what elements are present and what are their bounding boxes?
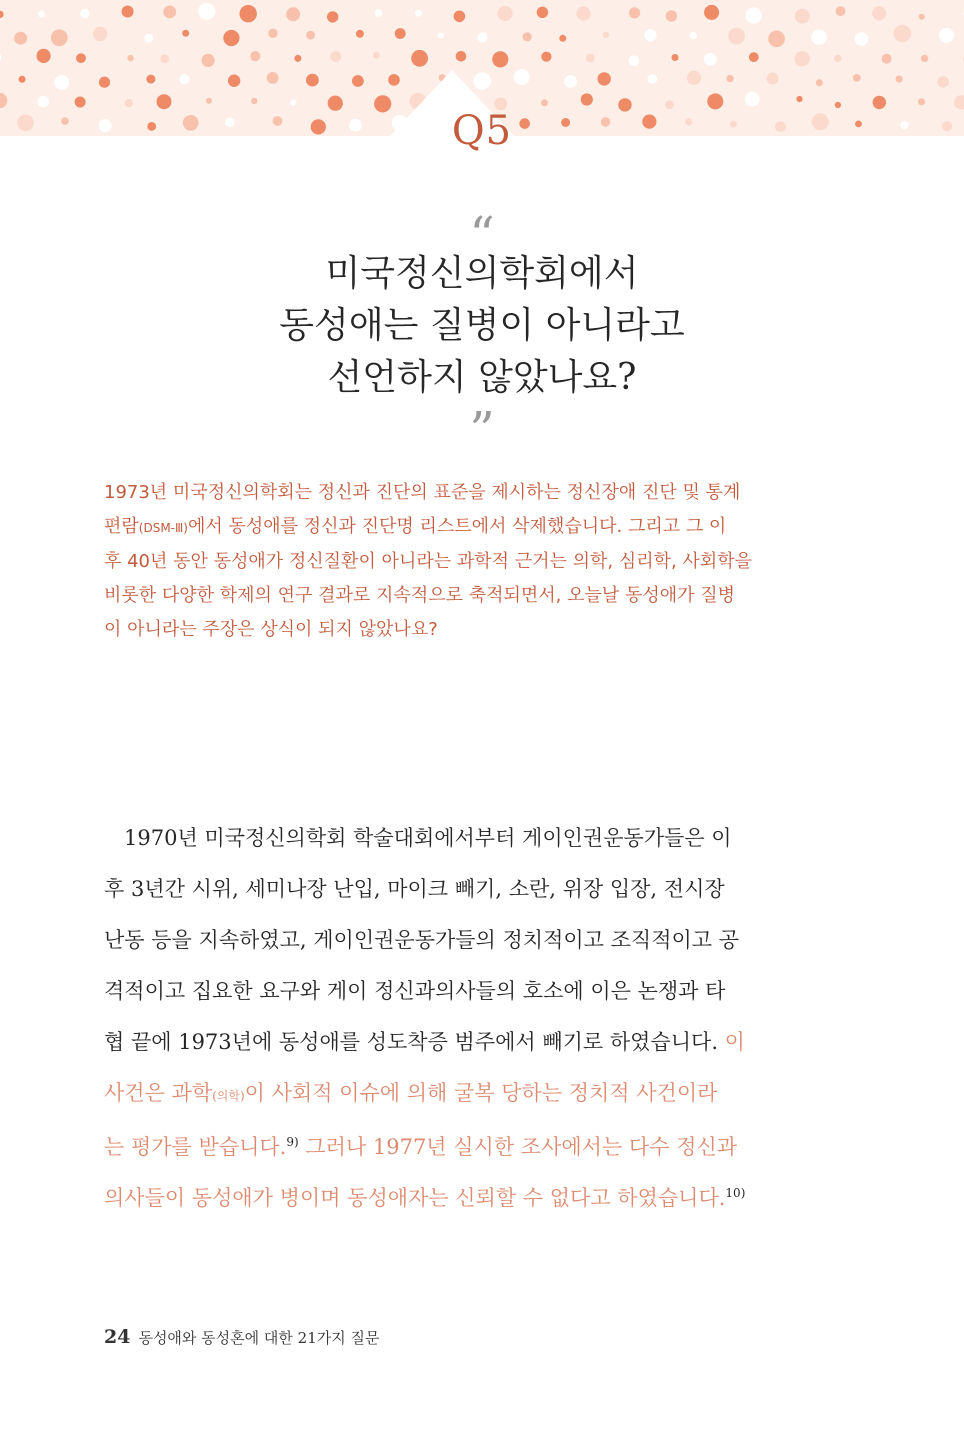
body-line: 격적이고 집요한 요구와 게이 정신과의사들의 호소에 이은 논쟁과 타	[104, 979, 726, 1003]
decorative-dot	[160, 55, 169, 64]
decorative-dot	[373, 52, 380, 59]
decorative-dot	[598, 72, 611, 85]
summary-line	[104, 510, 806, 545]
decorative-dot	[749, 52, 759, 62]
decorative-dot	[144, 34, 153, 43]
summary-line: 이 아니라는 주장은 상식이 되지 않았나요?	[104, 619, 438, 640]
decorative-dot	[163, 5, 176, 18]
decorative-dot	[937, 76, 949, 88]
decorative-dot	[834, 55, 842, 63]
title-line: 선언하지 않았나요?	[327, 357, 637, 398]
decorative-dot	[456, 51, 467, 62]
question-number: Q5	[451, 108, 513, 154]
body-line: 후 3년간 시위, 세미나장 난입, 마이크 빼기, 소란, 위장 입장, 전시장	[104, 877, 725, 901]
decorative-dot	[250, 51, 260, 61]
decorative-dot	[267, 72, 279, 84]
decorative-dot	[836, 6, 846, 16]
decorative-dot	[0, 11, 4, 18]
summary-text: 에서 동성애를 정신과 진단명 리스트에서 삭제했습니다. 그리고 그 이	[187, 516, 727, 537]
body-line: 1970년 미국정신의학회 학술대회에서부터 게이인권운동가들은 이	[124, 826, 732, 850]
decorative-dot	[768, 31, 785, 48]
decorative-dot	[726, 75, 733, 82]
open-quote-mark: “	[469, 206, 495, 264]
decorative-dot	[629, 55, 640, 66]
title-line: 동성애는 질병이 아니라고	[279, 305, 685, 346]
highlighted-text: 는 평가를 받습니다.	[104, 1135, 287, 1159]
book-title: 동성애와 동성혼에 대한 21가지 질문	[138, 1329, 380, 1347]
decorative-dot	[0, 93, 7, 108]
decorative-dot	[19, 76, 26, 83]
decorative-dot	[586, 54, 595, 63]
decorative-dot	[411, 50, 428, 67]
decorative-dot	[894, 25, 912, 43]
decorative-dot	[125, 99, 133, 107]
decorative-dot	[853, 74, 861, 82]
decorative-dot	[202, 54, 215, 67]
title-line: 미국정신의학회에서	[325, 253, 639, 294]
body-line-highlighted	[104, 1068, 806, 1122]
decorative-dot	[157, 94, 172, 109]
decorative-dot	[240, 5, 257, 22]
decorative-dot	[290, 99, 296, 105]
decorative-dot	[603, 32, 609, 38]
decorative-dot	[198, 3, 215, 20]
decorative-dot	[99, 77, 110, 88]
decorative-dot	[816, 79, 823, 86]
decorative-dot	[330, 51, 341, 62]
highlighted-text: 이 사회적 이슈에 의해 굴복 당하는 정치적 사건이라	[244, 1081, 718, 1105]
decorative-dot	[918, 98, 925, 105]
decorative-dot	[896, 75, 903, 82]
decorative-dot	[306, 74, 319, 87]
decorative-dot	[795, 9, 810, 24]
body-line	[104, 1017, 806, 1068]
decorative-dot	[537, 7, 548, 18]
medicine-annotation: (의학)	[212, 1089, 245, 1103]
decorative-dot	[93, 27, 107, 41]
decorative-dot	[395, 28, 406, 39]
highlighted-text: 의사들이 동성애가 병이며 동성애자는 신뢰할 수 없다고 하였습니다.	[104, 1186, 726, 1210]
decorative-dot	[38, 11, 45, 18]
decorative-dot	[228, 75, 240, 87]
decorative-dot	[122, 6, 134, 18]
decorative-dot	[478, 32, 488, 42]
summary-line: 후 40년 동안 동성애가 정신질환이 아니라는 과학적 근거는 의학, 심리학, 사회학을	[104, 551, 752, 572]
footnote-ref-10[interactable]: 10)	[725, 1186, 746, 1200]
decorative-dot	[182, 30, 189, 37]
decorative-dot	[127, 55, 133, 61]
decorative-dot	[356, 30, 364, 38]
question-summary	[104, 476, 806, 647]
decorative-dot	[882, 54, 892, 64]
decorative-dot	[541, 99, 548, 106]
decorative-dot	[179, 74, 189, 84]
decorative-dot	[415, 10, 422, 17]
decorative-dot	[294, 55, 301, 62]
decorative-dot	[811, 30, 826, 45]
decorative-dot	[352, 75, 364, 87]
decorative-dot	[745, 92, 760, 107]
decorative-dot	[648, 74, 658, 84]
summary-text: 편람	[104, 516, 139, 537]
decorative-dot	[75, 97, 86, 108]
decorative-dot	[795, 51, 810, 66]
decorative-dot	[666, 10, 677, 21]
decorative-dot	[514, 69, 530, 85]
decorative-dot	[206, 98, 212, 104]
decorative-dot	[728, 28, 745, 45]
decorative-dot	[54, 75, 69, 90]
decorative-dot	[80, 9, 89, 18]
decorative-dot	[939, 28, 954, 43]
decorative-dot	[704, 53, 717, 66]
decorative-dot	[37, 49, 51, 63]
decorative-dot	[286, 7, 300, 21]
decorative-dot	[51, 29, 68, 46]
decorative-dot	[672, 54, 679, 61]
page-footer	[104, 1326, 379, 1348]
decorative-dot	[497, 6, 512, 21]
highlighted-text: 사건은 과학	[104, 1081, 213, 1105]
decorative-dot	[564, 75, 577, 88]
decorative-dot	[0, 51, 1, 63]
body-text: 협 끝에 1973년에 동성애를 성도착증 범주에서 빼기로 하였습니다.	[104, 1030, 725, 1054]
dsm-abbreviation: (DSM-Ⅲ)	[138, 521, 188, 535]
highlighted-text: 그러나 1977년 실시한 조사에서는 다수 정신과	[298, 1135, 738, 1159]
decorative-dot	[375, 9, 383, 17]
decorative-dot	[687, 71, 701, 85]
decorative-dot	[746, 7, 762, 23]
decorative-dot	[704, 5, 719, 20]
decorative-dot	[581, 93, 593, 105]
decorative-dot	[576, 6, 590, 20]
decorative-dot	[268, 29, 277, 38]
footnote-ref-9[interactable]: 9)	[286, 1135, 299, 1149]
decorative-dot	[492, 51, 508, 67]
decorative-dot	[872, 6, 886, 20]
body-line: 난동 등을 지속하였고, 게이인권운동가들의 정치적이고 조직적이고 공	[104, 928, 740, 952]
page-number: 24	[104, 1326, 131, 1348]
body-line-highlighted	[104, 1122, 806, 1173]
close-quote-mark: ”	[469, 401, 495, 459]
decorative-dot	[796, 96, 802, 102]
decorative-dot	[14, 32, 27, 45]
decorative-dot	[523, 32, 532, 41]
decorative-dot	[327, 11, 338, 22]
summary-line: 1973년 미국정신의학회는 정신과 진단의 표준을 제시하는 정신장애 진단 및 통계	[104, 482, 741, 503]
decorative-dot	[707, 93, 723, 109]
highlighted-text: 이	[724, 1030, 745, 1054]
decorative-dot	[306, 31, 315, 40]
decorative-dot	[919, 14, 925, 20]
summary-line: 비롯한 다양한 학제의 연구 결과로 지속적으로 축적되면서, 오늘날 동성애가 질병	[104, 585, 736, 606]
body-line-highlighted	[104, 1173, 806, 1224]
decorative-dot	[37, 96, 49, 108]
decorative-dot	[855, 32, 869, 46]
decorative-dot	[629, 7, 640, 18]
decorative-dot	[644, 29, 656, 41]
decorative-dot	[690, 32, 697, 39]
decorative-dot	[223, 30, 239, 46]
decorative-dot	[438, 32, 444, 38]
question-title	[0, 248, 964, 404]
decorative-dot	[76, 53, 86, 63]
answer-body	[104, 813, 806, 1224]
decorative-dot	[454, 10, 466, 22]
decorative-dot	[921, 55, 928, 62]
decorative-dot	[541, 52, 551, 62]
decorative-dot	[251, 98, 257, 104]
decorative-dot	[767, 73, 779, 85]
decorative-dot	[146, 75, 155, 84]
decorative-dot	[559, 35, 566, 42]
